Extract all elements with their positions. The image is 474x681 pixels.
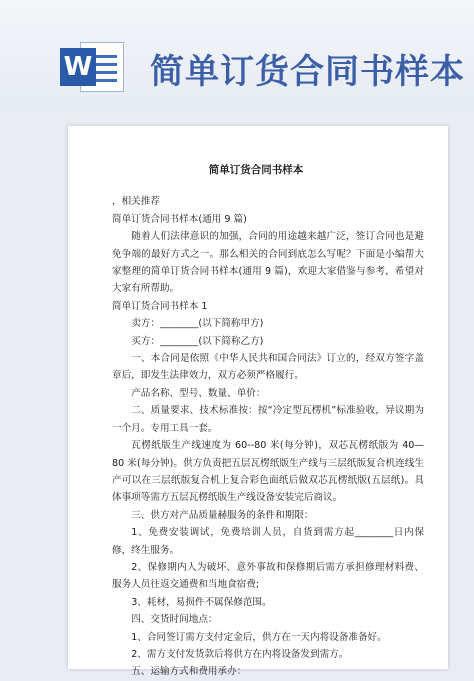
word-icon-letter: W <box>60 48 96 86</box>
clause-3-item-2: 2、保修期内人为破坏、意外事故和保修期后需方承担修理材料费、服务人员往返交通费和当地食宿费; <box>112 561 424 591</box>
word-document-icon <box>60 40 126 94</box>
clause-3-item-3: 3、耗材，易损件不属保修范围。 <box>131 596 272 608</box>
clause-4-item-1: 1、合同签订需方支付定金后，供方在一天内将设备准备好。 <box>131 631 387 643</box>
document-title: 简单订货合同书样本 <box>208 164 304 176</box>
clause-3-item-1: 1、免费安装调试，免费培训人员，自货到需方起________日内保修，终生服务。 <box>112 527 424 556</box>
buyer-line: 买方：________(以下简称乙方) <box>131 335 264 347</box>
clause-5: 五、运输方式和费用承办： <box>131 666 247 678</box>
section-heading: 简单订货合同书样本 1 <box>112 300 208 312</box>
header-banner <box>0 0 474 112</box>
clause-3: 三、供方对产品质量赫服务的条件和期限： <box>131 509 314 521</box>
clause-4-item-2: 2、需方支付发货款后将供方在内将设备发到需方。 <box>131 648 349 660</box>
subtitle: 简单订货合同书样本(通用 9 篇) <box>112 213 247 225</box>
clause-1: 一、本合同是依照《中华人民共和国合同法》订立的，经双方签字盖章后，即发生法律效力，双方必须严格履行。 <box>112 353 424 382</box>
intro-paragraph: 随着人们法律意识的加强，合同的用途越来越广泛，签订合同也是避免争端的最好方式之一。那么相关的合同到底怎么写呢？下面是小编帮大家整理的简单订货合同书样本(通用 9 篇)，欢迎大家借鉴与参考，希望对大家有所帮助。 <box>112 231 424 295</box>
document-content <box>112 162 424 681</box>
product-info: 产品名称、型号、数量、单价： <box>131 387 266 399</box>
clause-4: 四、交货时间地点： <box>131 614 218 626</box>
clause-2: 二、质量要求、技术标准按：按“冷定型瓦楞机”标准验收，异议期为一个月。专用工具一套。 <box>112 405 424 434</box>
banner-title: 简单订货合同书样本 <box>150 52 465 92</box>
speed-paragraph: 瓦楞纸版生产线速度为 60--80 米(每分钟)，双芯瓦楞纸版为 40—80 米(每分钟)。供方负责把五层瓦楞纸版生产线与三层纸版复合机连线生产可以在三层纸版复合机上复合彩色面纸后做双芯瓦楞纸版(五层纸)。具体事项等需方五层瓦楞纸版生产线设备安装完后商议。 <box>112 440 424 504</box>
document-page <box>68 126 448 678</box>
seller-line: 卖方：________(以下简称甲方) <box>131 318 264 330</box>
related-recommend: ，相关推荐 <box>112 196 160 208</box>
